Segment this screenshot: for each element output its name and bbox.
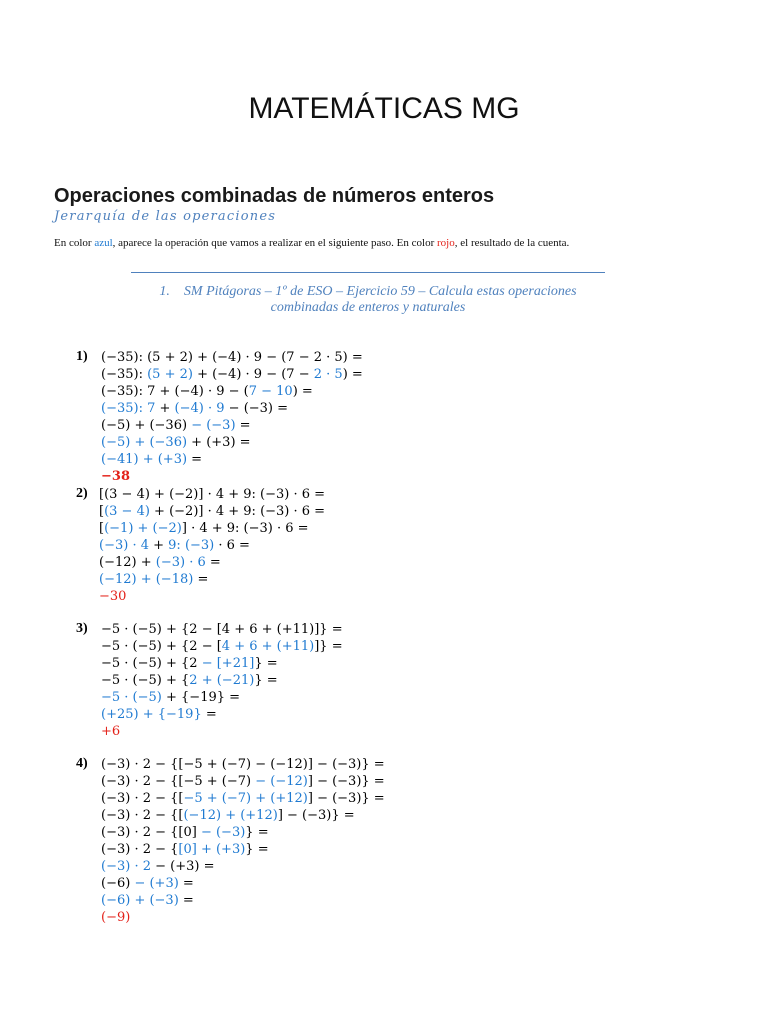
equation-text: (−35): <box>101 367 148 382</box>
equation-text: + <box>155 401 175 416</box>
intro-red-word: rojo <box>437 237 455 249</box>
equation-text: (−3) · 2 − { <box>101 842 179 857</box>
equation-line <box>101 672 278 689</box>
highlighted-operation: (−3) · 4 <box>99 538 149 553</box>
highlighted-operation: 2 · 5 <box>313 367 343 382</box>
equation-line <box>101 723 120 740</box>
equation-line <box>99 520 309 537</box>
equation-line <box>99 571 208 588</box>
highlighted-operation: −5 + (−7) + (+12) <box>183 791 308 806</box>
equation-text: − (+3) = <box>150 859 215 874</box>
problem-number: 2) <box>76 486 88 501</box>
equation-line <box>99 588 126 605</box>
equation-text: } = <box>245 825 269 840</box>
equation-text: = <box>178 876 194 891</box>
highlighted-operation: 7 − 10 <box>248 384 293 399</box>
equation-text: } = <box>254 656 278 671</box>
equation-line <box>101 892 194 909</box>
section-heading: Operaciones combinadas de números enteros <box>54 185 495 207</box>
highlighted-operation: − (−12) <box>255 774 308 789</box>
equation-line <box>101 400 288 417</box>
problem-number: 3) <box>76 621 88 636</box>
equation-line <box>99 486 325 503</box>
intro-paragraph <box>54 237 734 249</box>
equation-text: ] − (−3)} = <box>307 791 385 806</box>
result-value: −30 <box>99 589 127 604</box>
equation-line <box>101 383 313 400</box>
equation-text: [ <box>99 521 105 536</box>
equation-line <box>101 349 363 366</box>
equation-line <box>101 807 355 824</box>
equation-line <box>99 503 325 520</box>
exercise-heading-line-1: 1. SM Pitágoras – 1º de ESO – Ejercicio 59 – Calcula estas operaciones <box>159 284 577 299</box>
highlighted-operation: (−3) · 6 <box>155 555 206 570</box>
equation-line <box>101 706 217 723</box>
equation-text: = <box>187 452 203 467</box>
equation-text: (−35): 7 + (−4) · 9 − ( <box>101 384 249 399</box>
equation-text: (−3) · 2 − {[−5 + (−7) <box>101 774 256 789</box>
equation-text: } = <box>245 842 269 857</box>
equation-text: (−35): (5 + 2) + (−4) · 9 − (7 − 2 · 5) = <box>101 350 363 365</box>
result-value: −38 <box>101 469 130 484</box>
equation-text: (−12) + <box>99 555 156 570</box>
equation-line <box>101 638 343 655</box>
intro-blue-word: azul <box>94 237 113 249</box>
equation-text: (−5) + (−36) <box>101 418 192 433</box>
highlighted-operation: −5 · (−5) <box>101 690 162 705</box>
result-value: +6 <box>101 724 121 739</box>
equation-text: ) = <box>292 384 313 399</box>
highlighted-operation: 9: (−3) <box>168 538 215 553</box>
equation-text: ] − (−3)} = <box>307 774 385 789</box>
equation-line <box>101 621 343 638</box>
highlighted-operation: − (−3) <box>200 825 246 840</box>
highlighted-operation: (−35): 7 <box>101 401 156 416</box>
highlighted-operation: 2 + (−21) <box>189 673 255 688</box>
equation-text: + (−2)] · 4 + 9: (−3) · 6 = <box>149 504 326 519</box>
highlighted-operation: − (+3) <box>134 876 179 891</box>
highlighted-operation: (−4) · 9 <box>174 401 225 416</box>
equation-text: (−3) · 2 − {[0] <box>101 825 201 840</box>
document-title: MATEMÁTICAS MG <box>248 92 520 125</box>
equation-line <box>101 858 214 875</box>
equation-line <box>99 537 250 554</box>
highlighted-operation: (−41) + (+3) <box>101 452 188 467</box>
highlighted-operation: (−12) + (+12) <box>183 808 278 823</box>
highlighted-operation: (3 − 4) <box>104 504 150 519</box>
highlighted-operation: (−5) + (−36) <box>101 435 188 450</box>
equation-line <box>101 824 269 841</box>
equation-text: (−6) <box>101 876 135 891</box>
equation-text: = <box>205 555 221 570</box>
equation-text: ] · 4 + 9: (−3) · 6 = <box>181 521 309 536</box>
equation-line <box>101 366 363 383</box>
equation-text: + {−19} = <box>161 690 241 705</box>
equation-text: −5 · (−5) + { <box>101 673 190 688</box>
intro-text-3: , el resultado de la cuenta. <box>454 237 570 249</box>
equation-text: −5 · (−5) + {2 <box>101 656 202 671</box>
exercise-heading-line-2: combinadas de enteros y naturales <box>270 300 466 315</box>
equation-line <box>101 875 194 892</box>
equation-text: −5 · (−5) + {2 − [4 + 6 + (+11)]} = <box>101 622 343 637</box>
equation-text: = <box>193 572 209 587</box>
equation-line <box>99 554 221 571</box>
problem-number: 4) <box>76 756 88 771</box>
equation-text: ]} = <box>314 639 343 654</box>
equation-text: ) = <box>342 367 363 382</box>
result-value: (−9) <box>101 910 131 925</box>
equation-text: + (+3) = <box>187 435 251 450</box>
equation-line <box>101 655 278 672</box>
equation-line <box>101 434 251 451</box>
intro-text-2: , aparece la operación que vamos a realizar en el siguiente paso. En color <box>112 237 438 249</box>
highlighted-operation: (−1) + (−2) <box>104 521 182 536</box>
equation-line <box>101 689 240 706</box>
equation-text: [ <box>99 504 105 519</box>
equation-line <box>101 909 130 926</box>
equation-text: [(3 − 4) + (−2)] · 4 + 9: (−3) · 6 = <box>99 487 326 502</box>
highlighted-operation: (+25) + {−19} <box>101 707 202 722</box>
equation-line <box>101 468 130 485</box>
exercise-heading <box>131 284 605 316</box>
highlighted-operation: 4 + 6 + (+11) <box>221 639 315 654</box>
equation-text: − (−3) = <box>224 401 289 416</box>
equation-text: + (−4) · 9 − (7 − <box>192 367 314 382</box>
equation-line <box>101 756 385 773</box>
problem-number: 1) <box>76 349 88 364</box>
highlighted-operation: (−6) + (−3) <box>101 893 179 908</box>
equation-text: ] − (−3)} = <box>277 808 355 823</box>
equation-line <box>101 841 269 858</box>
equation-line <box>101 773 385 790</box>
equation-text: (−3) · 2 − {[−5 + (−7) − (−12)] − (−3)} = <box>101 757 385 772</box>
equation-text: (−3) · 2 − {[ <box>101 791 184 806</box>
equation-text: } = <box>254 673 278 688</box>
highlighted-operation: (5 + 2) <box>147 367 193 382</box>
equation-text: + <box>148 538 169 553</box>
highlighted-operation: − (−3) <box>191 418 236 433</box>
highlighted-operation: [0] + (+3) <box>178 842 246 857</box>
equation-text: = <box>235 418 251 433</box>
equation-text: −5 · (−5) + {2 − [ <box>101 639 222 654</box>
equation-line <box>101 790 385 807</box>
equation-line <box>101 451 202 468</box>
equation-text: = <box>201 707 217 722</box>
intro-text-1: En color <box>54 237 95 249</box>
highlighted-operation: (−12) + (−18) <box>99 572 194 587</box>
highlighted-operation: − [+21] <box>201 656 255 671</box>
highlighted-operation: (−3) · 2 <box>101 859 151 874</box>
equation-text: = <box>178 893 194 908</box>
equation-line <box>101 417 251 434</box>
section-subtitle: Jerarquía de las operaciones <box>54 209 277 224</box>
divider-line <box>131 272 605 273</box>
equation-text: (−3) · 2 − {[ <box>101 808 184 823</box>
equation-text: · 6 = <box>214 538 250 553</box>
